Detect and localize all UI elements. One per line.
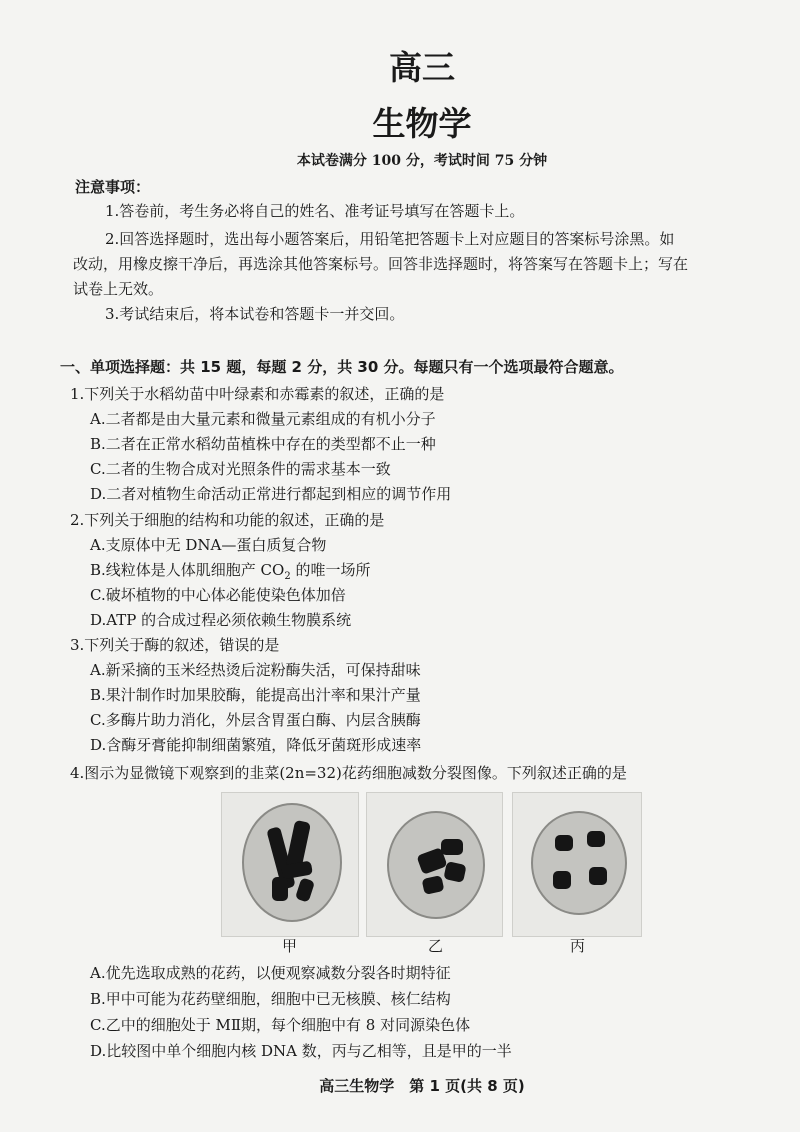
question-1-stem: 1.下列关于水稻幼苗中叶绿素和赤霉素的叙述，正确的是 — [70, 385, 445, 403]
question-3-option-a: A.新采摘的玉米经热烫后淀粉酶失活，可保持甜味 — [90, 661, 421, 679]
notice-item-1: 1.答卷前，考生务必将自己的姓名、准考证号填写在答题卡上。 — [105, 202, 525, 220]
question-2-option-c: C.破坏植物的中心体必能使染色体加倍 — [90, 586, 346, 604]
figure-label-yi: 乙 — [428, 937, 444, 955]
question-1-option-b: B.二者在正常水稻幼苗植株中存在的类型都不止一种 — [90, 435, 436, 453]
chromosome-cluster — [553, 871, 571, 889]
question-2-option-b-text: B.线粒体是人体肌细胞产 CO — [90, 561, 285, 579]
section-title: 一、单项选择题：共 15 题，每题 2 分，共 30 分。每题只有一个选项最符合题意。 — [60, 358, 624, 376]
question-4-option-d: D.比较图中单个细胞内核 DNA 数，丙与乙相等，且是甲的一半 — [90, 1042, 512, 1060]
question-3-option-b: B.果汁制作时加果胶酶，能提高出汁率和果汁产量 — [90, 686, 421, 704]
question-2-stem: 2.下列关于细胞的结构和功能的叙述，正确的是 — [70, 511, 385, 529]
question-2-option-d: D.ATP 的合成过程必须依赖生物膜系统 — [90, 611, 352, 629]
figure-label-jia: 甲 — [282, 937, 298, 955]
chromosome-cluster — [422, 875, 445, 895]
chromosome-cluster — [441, 839, 463, 855]
notice-item-2-line-2: 改动，用橡皮擦干净后，再选涂其他答案标号。回答非选择题时，将答案写在答题卡上；写在 — [73, 255, 689, 273]
question-1-option-c: C.二者的生物合成对光照条件的需求基本一致 — [90, 460, 391, 478]
page-footer: 高三生物学 第 1 页(共 8 页) — [319, 1077, 525, 1095]
exam-grade-title: 高三 — [389, 48, 455, 87]
question-3-stem: 3.下列关于酶的叙述，错误的是 — [70, 636, 280, 654]
co2-subscript: 2 — [284, 571, 291, 582]
question-4-option-a: A.优先选取成熟的花药，以便观察减数分裂各时期特征 — [90, 964, 451, 982]
chromosome-cluster — [589, 867, 607, 885]
question-3-option-d: D.含酶牙膏能抑制细菌繁殖，降低牙菌斑形成速率 — [90, 736, 422, 754]
notice-item-2-line-1: 2.回答选择题时，选出每小题答案后，用铅笔把答题卡上对应题目的答案标号涂黑。如 — [105, 230, 675, 248]
micrograph-jia — [221, 792, 359, 937]
figure-label-bing: 丙 — [570, 937, 586, 955]
question-1-option-d: D.二者对植物生命活动正常进行都起到相应的调节作用 — [90, 485, 452, 503]
notice-item-3: 3.考试结束后，将本试卷和答题卡一并交回。 — [105, 305, 405, 323]
micrograph-bing — [512, 792, 642, 937]
cell-jia — [242, 803, 342, 922]
micrograph-yi — [366, 792, 503, 937]
chromosome-cluster — [555, 835, 573, 851]
chromosome-cluster — [587, 831, 605, 847]
chromosome-cluster — [443, 861, 466, 883]
exam-subject-title: 生物学 — [372, 104, 472, 143]
question-3-option-c: C.多酶片助力消化，外层含胃蛋白酶、内层含胰酶 — [90, 711, 421, 729]
question-2-option-b-tail: 的唯一场所 — [290, 561, 371, 579]
question-1-option-a: A.二者都是由大量元素和微量元素组成的有机小分子 — [90, 410, 436, 428]
question-2-option-b — [90, 559, 371, 582]
question-4-option-b: B.甲中可能为花药壁细胞，细胞中已无核膜、核仁结构 — [90, 990, 451, 1008]
chromosome-cluster — [295, 877, 315, 902]
notice-title: 注意事项： — [75, 178, 151, 196]
exam-info: 本试卷满分 100 分，考试时间 75 分钟 — [296, 153, 548, 169]
chromosome-cluster — [272, 877, 288, 901]
question-4-option-c: C.乙中的细胞处于 MⅡ期，每个细胞中有 8 对同源染色体 — [90, 1016, 471, 1034]
cell-bing — [531, 811, 627, 915]
question-2-option-a: A.支原体中无 DNA—蛋白质复合物 — [90, 536, 327, 554]
notice-item-2-line-3: 试卷上无效。 — [73, 280, 164, 298]
cell-yi — [387, 811, 485, 919]
question-4-stem: 4.图示为显微镜下观察到的韭菜(2n=32)花药细胞减数分裂图像。下列叙述正确的是 — [70, 764, 627, 782]
